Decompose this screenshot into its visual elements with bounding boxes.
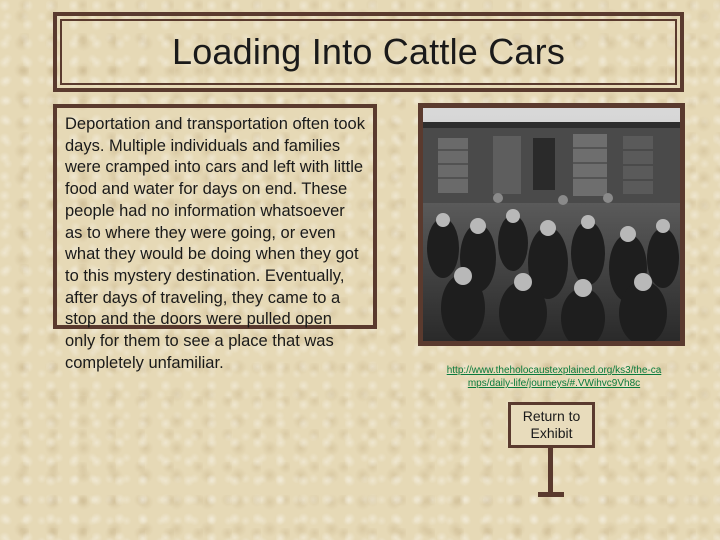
title-frame <box>53 12 684 92</box>
title-inner-border <box>60 19 677 85</box>
signpost-pole <box>548 448 553 495</box>
historical-photo <box>418 103 685 346</box>
body-text: Deportation and transportation often took days. Multiple individuals and families were cramped into cars and left with little food and water for days on end. These people had no information whatsoever as to where they were going, or even what they would be doing when they got to this mystery destination. Eventually, after days of traveling, they came to a stop and the doors were pulled open only for them to see a place that was completely unfamiliar. <box>65 115 365 372</box>
signpost-base <box>538 492 564 497</box>
page-title: Loading Into Cattle Cars <box>171 31 566 72</box>
return-to-exhibit-button[interactable]: Return to Exhibit <box>508 402 595 448</box>
source-link[interactable]: http://www.theholocaustexplained.org/ks3/the-camps/daily-life/journeys/#.VWihvc9Vh8c <box>446 365 662 389</box>
